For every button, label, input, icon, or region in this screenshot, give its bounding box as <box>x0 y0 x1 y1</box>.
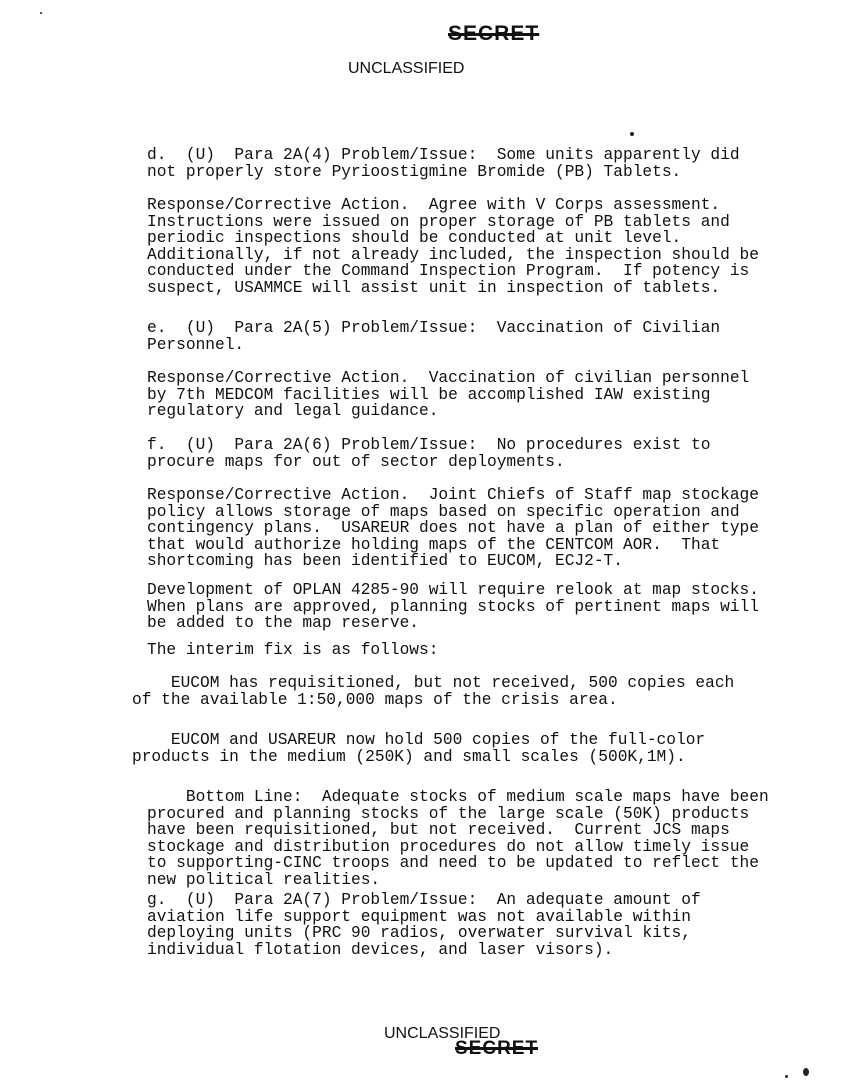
scan-speck <box>630 132 634 136</box>
secret-stamp-top: SECRET <box>448 22 540 45</box>
scan-speck <box>785 1075 788 1078</box>
paragraph-bottom-line: Bottom Line: Adequate stocks of medium scale maps have been procured and planning stocks of the large scale (50K) products have been requisitioned, but not received. Current JCS maps stockage and distribution procedures do not allow timely issue to supporting-CINC troops and need to be updated to reflect the new political realities. <box>147 788 769 889</box>
scan-speck <box>40 12 42 14</box>
paragraph-eucom-1: EUCOM has requisitioned, but not received, 500 copies each of the available 1:50,000 maps of the crisis area. <box>132 674 735 709</box>
paragraph-f: f. (U) Para 2A(6) Problem/Issue: No procedures exist to procure maps for out of sector deployments. <box>147 436 711 471</box>
paragraph-d: d. (U) Para 2A(4) Problem/Issue: Some units apparently did not properly store Pyrioostigmine Bromide (PB) Tablets. <box>147 146 740 181</box>
paragraph-eucom-2: EUCOM and USAREUR now hold 500 copies of the full-color products in the medium (250K) and small scales (500K,1M). <box>132 731 706 766</box>
paragraph-d-response: Response/Corrective Action. Agree with V Corps assessment. Instructions were issued on proper storage of PB tablets and periodic inspections should be conducted at unit level. Additionally, if not already included, the inspection should be conducted under the Command Inspection Program. If potency is suspect, USAMMCE will assist unit in inspection of tablets. <box>147 196 759 297</box>
classification-header: UNCLASSIFIED <box>348 60 465 77</box>
scan-speck <box>803 1068 809 1076</box>
paragraph-f-response: Response/Corrective Action. Joint Chiefs of Staff map stockage policy allows storage of maps based on specific operation and contingency plans. USAREUR does not have a plan of either type that would authorize holding maps of the CENTCOM AOR. That shortcoming has been identified to EUCOM, ECJ2-T. <box>147 486 759 571</box>
paragraph-e: e. (U) Para 2A(5) Problem/Issue: Vaccination of Civilian Personnel. <box>147 319 721 354</box>
classification-footer: UNCLASSIFIED <box>384 1025 501 1042</box>
secret-stamp-bottom: SECRET <box>455 1038 539 1059</box>
paragraph-development: Development of OPLAN 4285-90 will require relook at map stocks. When plans are approved, planning stocks of pertinent maps will be added to the map reserve. <box>147 581 759 633</box>
paragraph-interim: The interim fix is as follows: <box>147 641 439 659</box>
paragraph-e-response: Response/Corrective Action. Vaccination of civilian personnel by 7th MEDCOM facilities will be accomplished IAW existing regulatory and legal guidance. <box>147 369 750 421</box>
paragraph-g: g. (U) Para 2A(7) Problem/Issue: An adequate amount of aviation life support equipment was not available within deploying units (PRC 90 radios, overwater survival kits, individual flotation devices, and laser visors). <box>147 891 701 959</box>
